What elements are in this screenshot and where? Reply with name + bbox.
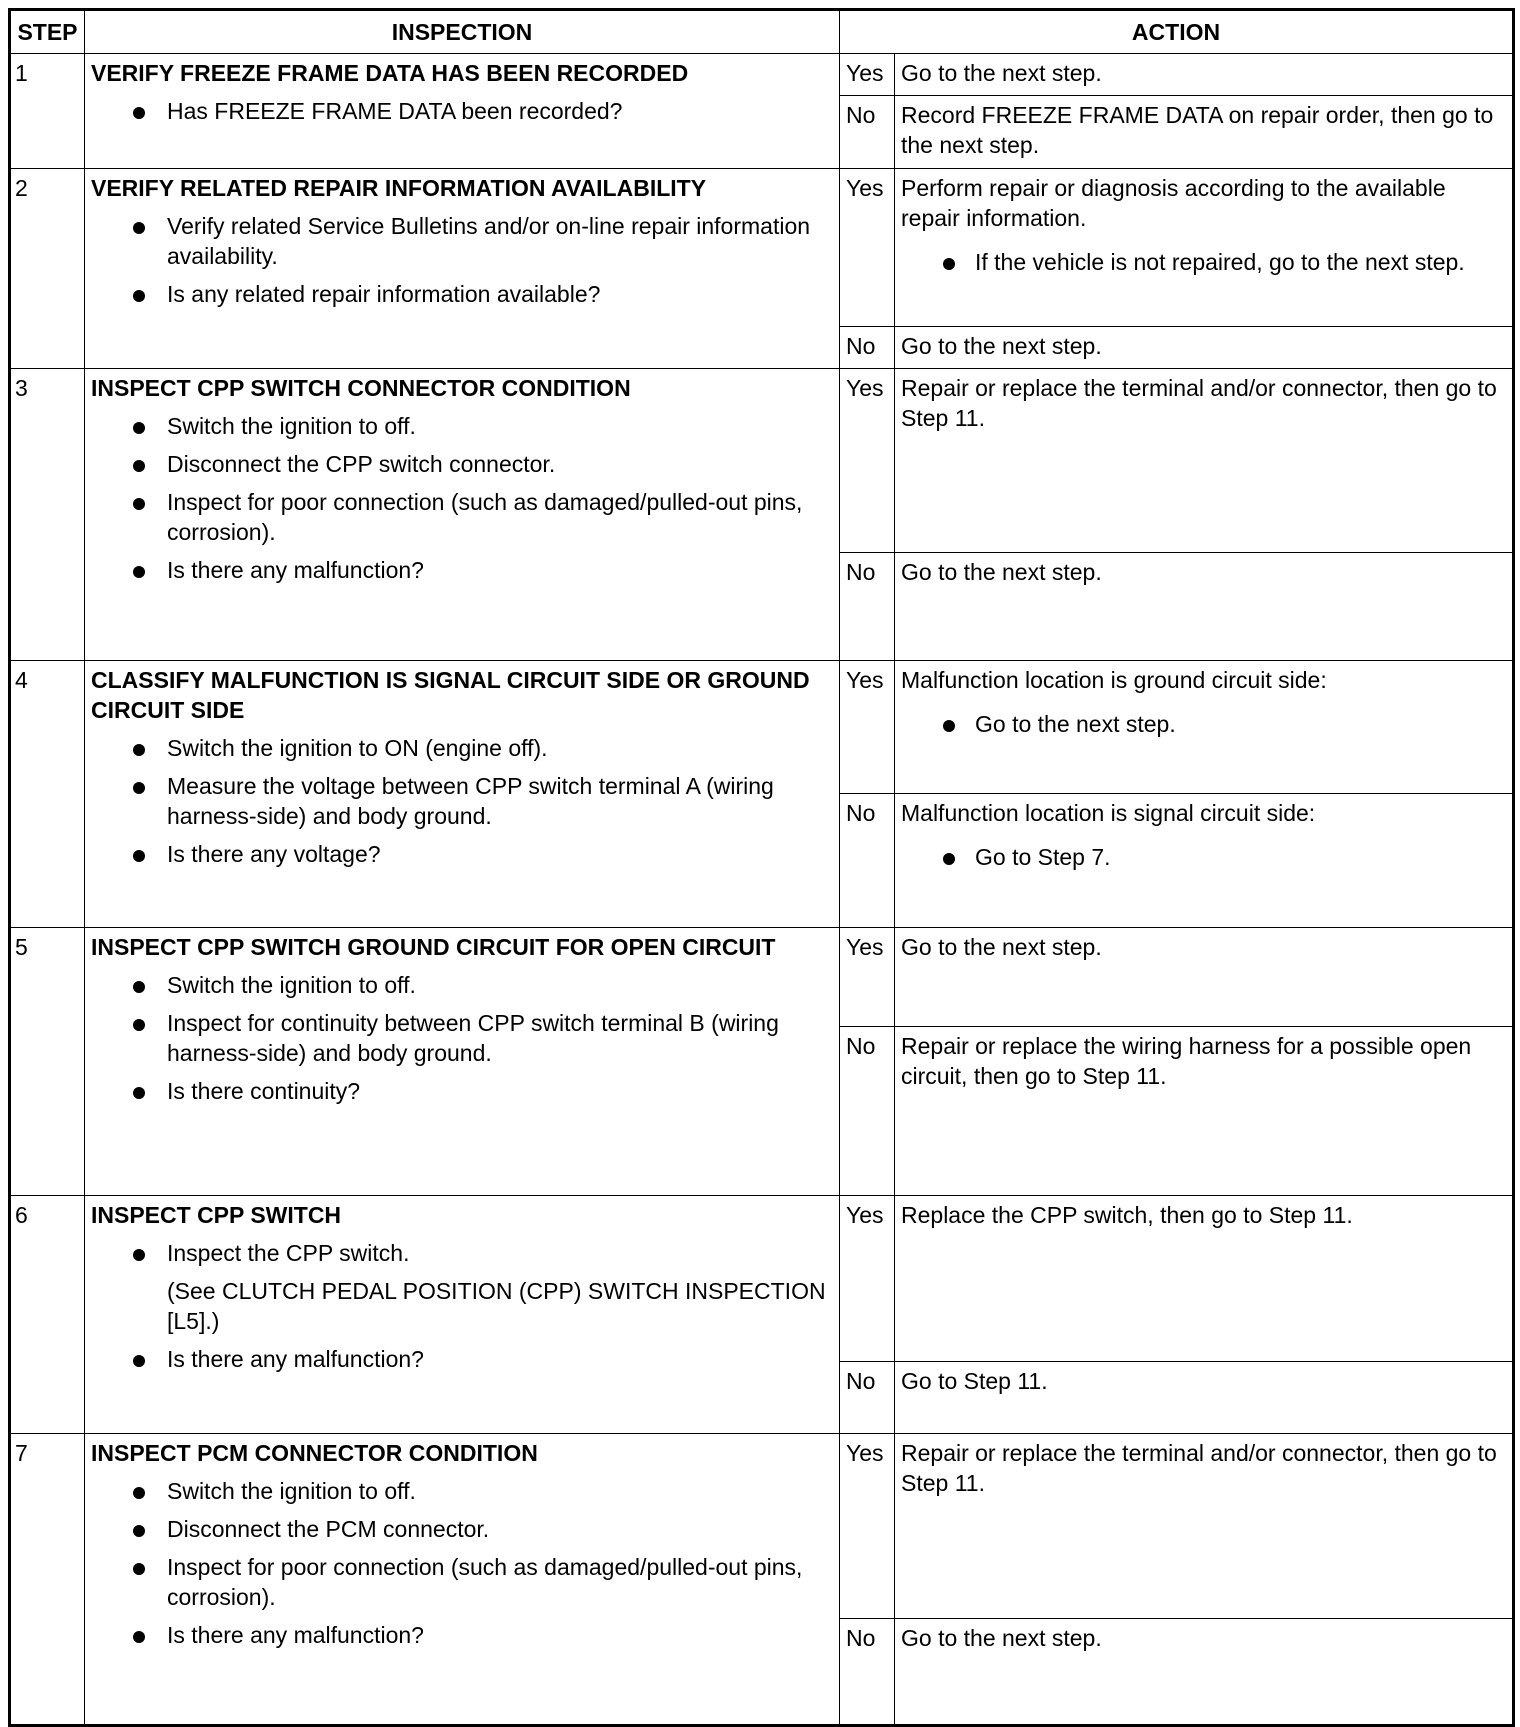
inspection-bullet: Is there any malfunction? xyxy=(91,1344,831,1374)
action-bullet: Go to Step 7. xyxy=(901,842,1504,872)
step-number: 5 xyxy=(10,928,85,1196)
bullet-icon xyxy=(133,981,145,993)
yes-action: Go to the next step. xyxy=(895,928,1514,1027)
step-number: 4 xyxy=(10,661,85,928)
inspection-bullet: Inspect the CPP switch. xyxy=(91,1238,831,1268)
inspection-bullet: Disconnect the PCM connector. xyxy=(91,1514,831,1544)
bullet-icon xyxy=(133,1525,145,1537)
yes-action: Replace the CPP switch, then go to Step 11. xyxy=(895,1196,1514,1362)
no-action: Go to the next step. xyxy=(895,553,1514,661)
inspection-cell xyxy=(85,661,840,928)
inspection-bullet: Inspect for poor connection (such as damaged/pulled-out pins, corrosion). xyxy=(91,487,831,547)
no-label: No xyxy=(840,96,895,169)
bullet-icon xyxy=(133,1487,145,1499)
yes-label: Yes xyxy=(840,1196,895,1362)
inspection-bullet: Measure the voltage between CPP switch terminal A (wiring harness-side) and body ground. xyxy=(91,771,831,831)
step-number: 2 xyxy=(10,169,85,369)
no-label: No xyxy=(840,327,895,369)
action-bullet: If the vehicle is not repaired, go to the next step. xyxy=(901,247,1504,277)
no-action: Repair or replace the wiring harness for a possible open circuit, then go to Step 11. xyxy=(895,1027,1514,1196)
inspection-bullet: Is there any malfunction? xyxy=(91,1620,831,1650)
table-row xyxy=(10,369,1514,553)
inspection-bullet: Is there any voltage? xyxy=(91,839,831,869)
bullet-icon xyxy=(133,1019,145,1031)
yes-label: Yes xyxy=(840,369,895,553)
step-number: 7 xyxy=(10,1434,85,1726)
inspection-bullet: Has FREEZE FRAME DATA been recorded? xyxy=(91,96,831,126)
inspection-bullet: Switch the ignition to off. xyxy=(91,1476,831,1506)
inspection-bullet: Switch the ignition to off. xyxy=(91,411,831,441)
bullet-icon xyxy=(133,498,145,510)
inspection-title: INSPECT PCM CONNECTOR CONDITION xyxy=(91,1440,538,1466)
bullet-icon xyxy=(133,1563,145,1575)
inspection-title: CLASSIFY MALFUNCTION IS SIGNAL CIRCUIT SIDE OR GROUND CIRCUIT SIDE xyxy=(91,667,810,723)
inspection-title: VERIFY FREEZE FRAME DATA HAS BEEN RECORDED xyxy=(91,60,689,86)
header-row xyxy=(10,10,1514,54)
table-row xyxy=(10,928,1514,1027)
table-row xyxy=(10,1196,1514,1362)
inspection-cell xyxy=(85,54,840,169)
step-number: 6 xyxy=(10,1196,85,1434)
inspection-bullet: Is there continuity? xyxy=(91,1076,831,1106)
inspection-cell xyxy=(85,1434,840,1726)
inspection-bullet: Switch the ignition to ON (engine off). xyxy=(91,733,831,763)
bullet-icon xyxy=(133,850,145,862)
inspection-cell xyxy=(85,369,840,661)
action-header: ACTION xyxy=(840,10,1514,54)
inspection-header: INSPECTION xyxy=(85,10,840,54)
inspection-cell xyxy=(85,1196,840,1434)
no-label: No xyxy=(840,1619,895,1726)
inspection-cell xyxy=(85,928,840,1196)
bullet-icon xyxy=(943,258,955,270)
bullet-icon xyxy=(943,720,955,732)
yes-label: Yes xyxy=(840,661,895,794)
table-row xyxy=(10,169,1514,327)
inspection-bullet: Switch the ignition to off. xyxy=(91,970,831,1000)
bullet-icon xyxy=(133,782,145,794)
no-label: No xyxy=(840,553,895,661)
yes-label: Yes xyxy=(840,169,895,327)
inspection-bullet: Is any related repair information available? xyxy=(91,279,831,309)
bullet-icon xyxy=(133,222,145,234)
inspection-cell xyxy=(85,169,840,369)
table-row xyxy=(10,1434,1514,1619)
yes-label: Yes xyxy=(840,54,895,96)
yes-action: Repair or replace the terminal and/or connector, then go to Step 11. xyxy=(895,1434,1514,1619)
no-action: Go to the next step. xyxy=(895,1619,1514,1726)
table-row xyxy=(10,54,1514,96)
yes-action: Malfunction location is ground circuit side: Go to the next step. xyxy=(895,661,1514,794)
inspection-title: INSPECT CPP SWITCH GROUND CIRCUIT FOR OPEN CIRCUIT xyxy=(91,934,776,960)
no-action: Record FREEZE FRAME DATA on repair order, then go to the next step. xyxy=(895,96,1514,169)
bullet-icon xyxy=(133,460,145,472)
bullet-icon xyxy=(133,1087,145,1099)
inspection-title: VERIFY RELATED REPAIR INFORMATION AVAILABILITY xyxy=(91,175,707,201)
step-number: 3 xyxy=(10,369,85,661)
inspection-bullet: Inspect for continuity between CPP switch terminal B (wiring harness-side) and body ground. xyxy=(91,1008,831,1068)
yes-label: Yes xyxy=(840,928,895,1027)
no-action: Go to Step 11. xyxy=(895,1362,1514,1434)
bullet-icon xyxy=(133,1249,145,1261)
yes-label: Yes xyxy=(840,1434,895,1619)
bullet-icon xyxy=(133,422,145,434)
table-row xyxy=(10,661,1514,794)
no-action: Go to the next step. xyxy=(895,327,1514,369)
inspection-bullet: Is there any malfunction? xyxy=(91,555,831,585)
step-header: STEP xyxy=(10,10,85,54)
no-label: No xyxy=(840,1027,895,1196)
no-label: No xyxy=(840,1362,895,1434)
inspection-title: INSPECT CPP SWITCH CONNECTOR CONDITION xyxy=(91,375,631,401)
bullet-icon xyxy=(133,744,145,756)
yes-action: Perform repair or diagnosis according to the available repair information. If the vehicle is not repaired, go to the next step. xyxy=(895,169,1514,327)
inspection-bullet: Verify related Service Bulletins and/or on-line repair information availability. xyxy=(91,211,831,271)
no-action: Malfunction location is signal circuit side: Go to Step 7. xyxy=(895,794,1514,928)
bullet-icon xyxy=(133,566,145,578)
step-number: 1 xyxy=(10,54,85,169)
bullet-icon xyxy=(133,1355,145,1367)
yes-action: Repair or replace the terminal and/or connector, then go to Step 11. xyxy=(895,369,1514,553)
action-bullet: Go to the next step. xyxy=(901,709,1504,739)
no-label: No xyxy=(840,794,895,928)
bullet-icon xyxy=(943,853,955,865)
inspection-bullet: Disconnect the CPP switch connector. xyxy=(91,449,831,479)
yes-action: Go to the next step. xyxy=(895,54,1514,96)
bullet-icon xyxy=(133,107,145,119)
inspection-note: (See CLUTCH PEDAL POSITION (CPP) SWITCH INSPECTION [L5].) xyxy=(167,1278,826,1334)
diagnostic-procedure xyxy=(8,8,1512,1720)
bullet-icon xyxy=(133,1631,145,1643)
inspection-bullet: Inspect for poor connection (such as damaged/pulled-out pins, corrosion). xyxy=(91,1552,831,1612)
bullet-icon xyxy=(133,290,145,302)
inspection-title: INSPECT CPP SWITCH xyxy=(91,1202,342,1228)
inspection-table xyxy=(8,8,1515,1727)
